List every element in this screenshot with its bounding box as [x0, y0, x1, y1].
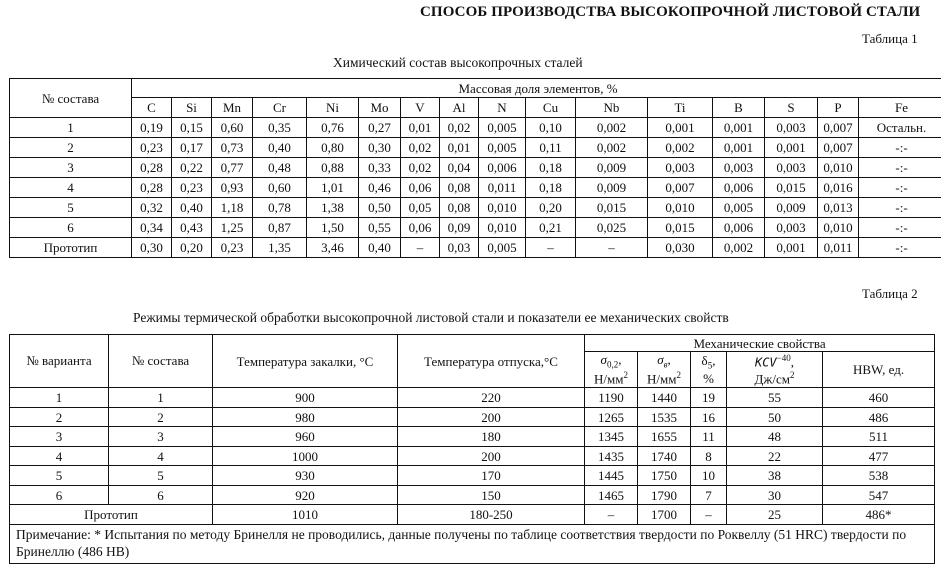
mass-fraction-cell: 0,01: [440, 138, 479, 158]
tensile-strength-cell: 1440: [638, 388, 691, 408]
mass-fraction-cell: 0,009: [576, 178, 648, 198]
yield-strength-cell: 1435: [585, 446, 638, 466]
elongation-cell: –: [691, 505, 727, 525]
mass-fraction-cell: 0,015: [576, 198, 648, 218]
mass-fraction-cell: 0,18: [526, 178, 576, 198]
mass-fraction-cell: 0,007: [648, 178, 713, 198]
yield-strength-subscript: 0,2: [606, 359, 619, 370]
mass-fraction-cell: 0,025: [576, 218, 648, 238]
mass-fraction-cell: 0,23: [212, 238, 253, 258]
mass-fraction-cell: –: [526, 238, 576, 258]
mass-fraction-cell: -:-: [859, 178, 941, 198]
impact-toughness-unit: Дж/см: [754, 370, 790, 386]
hardness-cell: 547: [823, 485, 935, 505]
mass-fraction-cell: Остальн.: [859, 118, 941, 138]
mass-fraction-cell: 0,28: [132, 158, 172, 178]
yield-strength-cell: 1265: [585, 407, 638, 427]
table-note: Примечание: * Испытания по методу Бринелля не проводились, данные получены по таблице соответствия твердости по Роквеллу (51 HRC) твердости по Бринеллю (486 HB): [10, 524, 935, 563]
elongation-cell: 10: [691, 466, 727, 486]
mass-fraction-cell: -:-: [859, 218, 941, 238]
hardness-cell: 538: [823, 466, 935, 486]
mass-fraction-cell: 0,06: [401, 178, 440, 198]
document-title: СПОСОБ ПРОИЗВОДСТВА ВЫСОКОПРОЧНОЙ ЛИСТОВОЙ СТАЛИ: [420, 4, 921, 20]
quench-temperature-cell: 900: [213, 388, 398, 408]
impact-toughness-cell: 25: [727, 505, 823, 525]
mass-fraction-cell: 0,005: [713, 198, 765, 218]
mass-fraction-cell: 0,18: [526, 158, 576, 178]
mass-fraction-cell: 0,005: [479, 138, 526, 158]
element-header-cell: Al: [440, 98, 479, 118]
mass-fraction-cell: -:-: [859, 138, 941, 158]
variant-number-cell: 3: [10, 427, 109, 447]
note-row: [10, 524, 935, 563]
composition-number-header-2-text: № состава: [131, 353, 190, 369]
mass-fraction-cell: 0,015: [648, 218, 713, 238]
mass-fraction-cell: 0,33: [359, 158, 401, 178]
mass-fraction-cell: 0,006: [713, 218, 765, 238]
table1-caption: Химический состав высокопрочных сталей: [333, 55, 583, 70]
table-row: [10, 388, 935, 408]
mass-fraction-cell: 1,18: [212, 198, 253, 218]
mass-fraction-header: Массовая доля элементов, %: [132, 79, 941, 98]
tensile-strength-symbol: σ: [657, 352, 664, 367]
element-header-cell: B: [713, 98, 765, 118]
tensile-strength-cell: 1790: [638, 485, 691, 505]
hardness-cell: 511: [823, 427, 935, 447]
table-row: [10, 198, 941, 218]
mass-fraction-cell: 0,010: [479, 198, 526, 218]
mass-fraction-cell: 0,006: [713, 178, 765, 198]
impact-toughness-cell: 50: [727, 407, 823, 427]
mass-fraction-cell: 1,25: [212, 218, 253, 238]
mass-fraction-cell: 0,002: [576, 118, 648, 138]
element-header-cell: Ni: [307, 98, 359, 118]
tensile-strength-cell: 1750: [638, 466, 691, 486]
mass-fraction-cell: 0,15: [172, 118, 212, 138]
mass-fraction-cell: 0,08: [440, 178, 479, 198]
mass-fraction-cell: 0,40: [359, 238, 401, 258]
mass-fraction-cell: 0,011: [818, 238, 859, 258]
mass-fraction-cell: 0,003: [648, 158, 713, 178]
temper-temperature-cell: 180-250: [398, 505, 585, 525]
prototype-row: [10, 505, 935, 525]
variant-number-header-text: № варианта: [26, 353, 92, 369]
mass-fraction-cell: 0,003: [765, 218, 818, 238]
mass-fraction-cell: 0,88: [307, 158, 359, 178]
elongation-symbol: δ: [701, 352, 708, 368]
impact-toughness-symbol: KCV: [754, 355, 777, 370]
table-row: [10, 158, 941, 178]
yield-strength-cell: 1190: [585, 388, 638, 408]
temper-temperature-cell: 200: [398, 407, 585, 427]
table-row: [10, 218, 941, 238]
mass-fraction-cell: 0,005: [479, 238, 526, 258]
impact-toughness-unit-power: 2: [789, 369, 795, 380]
mass-fraction-cell: 0,48: [253, 158, 307, 178]
mass-fraction-cell: 0,02: [440, 118, 479, 138]
mass-fraction-cell: 0,60: [212, 118, 253, 138]
mass-fraction-cell: 3,46: [307, 238, 359, 258]
mass-fraction-cell: 0,010: [648, 198, 713, 218]
elongation-cell: 11: [691, 427, 727, 447]
elongation-unit: %: [703, 371, 714, 387]
mass-fraction-cell: 0,001: [648, 118, 713, 138]
tensile-strength-header: $\sigma_в$, $Н/мм^2$: [638, 352, 691, 388]
mass-fraction-cell: –: [576, 238, 648, 258]
hardness-cell: 460: [823, 388, 935, 408]
mass-fraction-cell: 0,003: [713, 158, 765, 178]
mass-fraction-cell: 0,02: [401, 138, 440, 158]
table-row: [10, 407, 935, 427]
mass-fraction-cell: 0,04: [440, 158, 479, 178]
composition-number-cell: 1: [10, 118, 132, 138]
mass-fraction-cell: 0,60: [253, 178, 307, 198]
composition-number-cell: 6: [10, 218, 132, 238]
mass-fraction-cell: 0,40: [253, 138, 307, 158]
yield-strength-cell: 1445: [585, 466, 638, 486]
element-header-cell: Mn: [212, 98, 253, 118]
mass-fraction-cell: 0,011: [479, 178, 526, 198]
mass-fraction-cell: 0,30: [132, 238, 172, 258]
quench-temperature-cell: 1000: [213, 446, 398, 466]
element-header-cell: Fe: [859, 98, 941, 118]
element-header-cell: S: [765, 98, 818, 118]
mass-fraction-cell: 0,23: [172, 178, 212, 198]
impact-toughness-header: $KCV^{-40}$, $Дж/см^2$: [727, 352, 823, 388]
composition-number-cell: 3: [10, 158, 132, 178]
mass-fraction-cell: 0,003: [765, 158, 818, 178]
mass-fraction-cell: 0,22: [172, 158, 212, 178]
mass-fraction-cell: 0,001: [765, 138, 818, 158]
element-header-cell: Si: [172, 98, 212, 118]
composition-number-header: № состава: [10, 79, 132, 118]
elongation-cell: 8: [691, 446, 727, 466]
mass-fraction-cell: 1,35: [253, 238, 307, 258]
mass-fraction-cell: -:-: [859, 238, 941, 258]
mass-fraction-cell: 0,001: [765, 238, 818, 258]
mass-fraction-cell: 0,11: [526, 138, 576, 158]
mass-fraction-cell: 0,03: [440, 238, 479, 258]
composition-number-cell: Прототип: [10, 238, 132, 258]
mass-fraction-cell: 0,010: [818, 158, 859, 178]
mass-fraction-cell: 0,02: [401, 158, 440, 178]
mass-fraction-cell: 0,007: [818, 118, 859, 138]
mass-fraction-cell: 0,002: [713, 238, 765, 258]
mass-fraction-cell: 0,17: [172, 138, 212, 158]
composition-number-cell: 3: [109, 427, 213, 447]
tensile-strength-cell: 1535: [638, 407, 691, 427]
impact-toughness-cell: 48: [727, 427, 823, 447]
mass-fraction-cell: 0,87: [253, 218, 307, 238]
variant-number-cell: 6: [10, 485, 109, 505]
table-row: [10, 485, 935, 505]
yield-strength-unit: Н/мм: [594, 371, 624, 387]
table-row: [10, 118, 941, 138]
mass-fraction-cell: 0,10: [526, 118, 576, 138]
element-header-cell: C: [132, 98, 172, 118]
composition-number-cell: 6: [109, 485, 213, 505]
temper-temperature-cell: 200: [398, 446, 585, 466]
mass-fraction-cell: 0,05: [401, 198, 440, 218]
table1-label: Таблица 1: [862, 31, 918, 46]
element-header-cell: Mo: [359, 98, 401, 118]
mass-fraction-cell: 0,06: [401, 218, 440, 238]
impact-toughness-cell: 38: [727, 466, 823, 486]
composition-table: [9, 78, 941, 258]
mass-fraction-cell: 0,010: [818, 218, 859, 238]
mass-fraction-cell: 0,015: [765, 178, 818, 198]
composition-number-header-2: [109, 335, 213, 388]
composition-number-cell: 5: [10, 198, 132, 218]
elongation-cell: 16: [691, 407, 727, 427]
mass-fraction-cell: 0,21: [526, 218, 576, 238]
tensile-strength-subscript: в: [663, 359, 668, 370]
composition-number-cell: 4: [109, 446, 213, 466]
mass-fraction-cell: -:-: [859, 158, 941, 178]
impact-toughness-temperature: −40: [776, 352, 791, 363]
composition-number-cell: 2: [10, 138, 132, 158]
element-header-row: [10, 98, 941, 118]
quench-temperature-cell: 1010: [213, 505, 398, 525]
mass-fraction-cell: 0,003: [765, 118, 818, 138]
tensile-strength-unit: Н/мм: [647, 371, 677, 387]
mass-fraction-cell: 0,016: [818, 178, 859, 198]
hardness-cell: 477: [823, 446, 935, 466]
element-header-cell: Cr: [253, 98, 307, 118]
variant-number-header: [10, 335, 109, 388]
tensile-strength-cell: 1655: [638, 427, 691, 447]
element-header-cell: Nb: [576, 98, 648, 118]
variant-number-cell: 4: [10, 446, 109, 466]
table-row: [10, 238, 941, 258]
elongation-cell: 19: [691, 388, 727, 408]
mass-fraction-cell: 0,007: [818, 138, 859, 158]
composition-number-cell: 4: [10, 178, 132, 198]
mass-fraction-cell: 0,001: [713, 118, 765, 138]
elongation-header: $\delta_5$, %: [691, 352, 727, 388]
hardness-cell: 486*: [823, 505, 935, 525]
mass-fraction-cell: 0,009: [576, 158, 648, 178]
composition-number-cell: 2: [109, 407, 213, 427]
mass-fraction-cell: 0,34: [132, 218, 172, 238]
mass-fraction-cell: 0,46: [359, 178, 401, 198]
quench-temperature-header: Температура закалки, °C: [213, 335, 398, 388]
mass-fraction-cell: 0,55: [359, 218, 401, 238]
table-row: [10, 138, 941, 158]
variant-number-cell: 2: [10, 407, 109, 427]
mass-fraction-cell: 0,030: [648, 238, 713, 258]
mass-fraction-cell: 1,50: [307, 218, 359, 238]
mechanical-properties-header: Механические свойства: [585, 335, 935, 352]
elongation-cell: 7: [691, 485, 727, 505]
temper-temperature-cell: 150: [398, 485, 585, 505]
variant-number-cell: 5: [10, 466, 109, 486]
mass-fraction-cell: –: [401, 238, 440, 258]
mass-fraction-cell: 0,20: [526, 198, 576, 218]
table2-caption: Режимы термической обработки высокопрочной листовой стали и показатели ее механических свойств: [133, 310, 729, 325]
yield-strength-header: $\sigma_{0,2}$, $Н/мм^2$: [585, 352, 638, 388]
temper-temperature-cell: 170: [398, 466, 585, 486]
yield-strength-cell: 1465: [585, 485, 638, 505]
impact-toughness-cell: 55: [727, 388, 823, 408]
hardness-cell: 486: [823, 407, 935, 427]
table-row: [10, 427, 935, 447]
mass-fraction-cell: 0,43: [172, 218, 212, 238]
table-row: [10, 466, 935, 486]
prototype-label-cell: Прототип: [10, 505, 213, 525]
mass-fraction-cell: 0,19: [132, 118, 172, 138]
quench-temperature-cell: 980: [213, 407, 398, 427]
mass-fraction-cell: 0,006: [479, 158, 526, 178]
mass-fraction-cell: 0,002: [576, 138, 648, 158]
table2-label: Таблица 2: [862, 286, 918, 301]
mass-fraction-cell: -:-: [859, 198, 941, 218]
mass-fraction-cell: 0,80: [307, 138, 359, 158]
mass-fraction-cell: 0,32: [132, 198, 172, 218]
quench-temperature-cell: 930: [213, 466, 398, 486]
yield-strength-unit-power: 2: [623, 370, 628, 381]
mass-fraction-cell: 0,009: [765, 198, 818, 218]
table-row: [10, 446, 935, 466]
mass-fraction-cell: 0,28: [132, 178, 172, 198]
element-header-cell: Ti: [648, 98, 713, 118]
mass-fraction-cell: 0,27: [359, 118, 401, 138]
mass-fraction-cell: 1,38: [307, 198, 359, 218]
composition-number-cell: 1: [109, 388, 213, 408]
table-row: [10, 178, 941, 198]
temper-temperature-cell: 220: [398, 388, 585, 408]
mass-fraction-cell: 0,23: [132, 138, 172, 158]
mass-fraction-cell: 0,78: [253, 198, 307, 218]
yield-strength-cell: 1345: [585, 427, 638, 447]
mass-fraction-cell: 0,005: [479, 118, 526, 138]
tensile-strength-cell: 1740: [638, 446, 691, 466]
mass-fraction-cell: 0,08: [440, 198, 479, 218]
yield-strength-cell: –: [585, 505, 638, 525]
element-header-cell: V: [401, 98, 440, 118]
quench-temperature-cell: 920: [213, 485, 398, 505]
mass-fraction-cell: 0,30: [359, 138, 401, 158]
mass-fraction-cell: 0,77: [212, 158, 253, 178]
hardness-header: HBW, ед.: [823, 352, 935, 388]
mass-fraction-cell: 0,010: [479, 218, 526, 238]
heat-treatment-table: [9, 334, 935, 564]
mass-fraction-cell: 0,01: [401, 118, 440, 138]
mass-fraction-cell: 0,09: [440, 218, 479, 238]
mass-fraction-cell: 0,50: [359, 198, 401, 218]
element-header-cell: P: [818, 98, 859, 118]
mass-fraction-cell: 0,73: [212, 138, 253, 158]
mass-fraction-cell: 0,93: [212, 178, 253, 198]
mass-fraction-cell: 0,20: [172, 238, 212, 258]
composition-number-cell: 5: [109, 466, 213, 486]
mass-fraction-cell: 0,35: [253, 118, 307, 138]
element-header-cell: Cu: [526, 98, 576, 118]
mass-fraction-cell: 0,40: [172, 198, 212, 218]
impact-toughness-cell: 30: [727, 485, 823, 505]
mass-fraction-cell: 0,002: [648, 138, 713, 158]
mass-fraction-cell: 0,013: [818, 198, 859, 218]
temper-temperature-header: Температура отпуска,°C: [398, 335, 585, 388]
tensile-strength-cell: 1700: [638, 505, 691, 525]
temper-temperature-cell: 180: [398, 427, 585, 447]
mass-fraction-cell: 1,01: [307, 178, 359, 198]
elongation-subscript: 5: [707, 360, 713, 371]
variant-number-cell: 1: [10, 388, 109, 408]
mass-fraction-cell: 0,76: [307, 118, 359, 138]
yield-strength-symbol: σ: [600, 352, 607, 367]
impact-toughness-cell: 22: [727, 446, 823, 466]
tensile-strength-unit-power: 2: [676, 370, 681, 381]
element-header-cell: N: [479, 98, 526, 118]
quench-temperature-cell: 960: [213, 427, 398, 447]
mass-fraction-cell: 0,001: [713, 138, 765, 158]
